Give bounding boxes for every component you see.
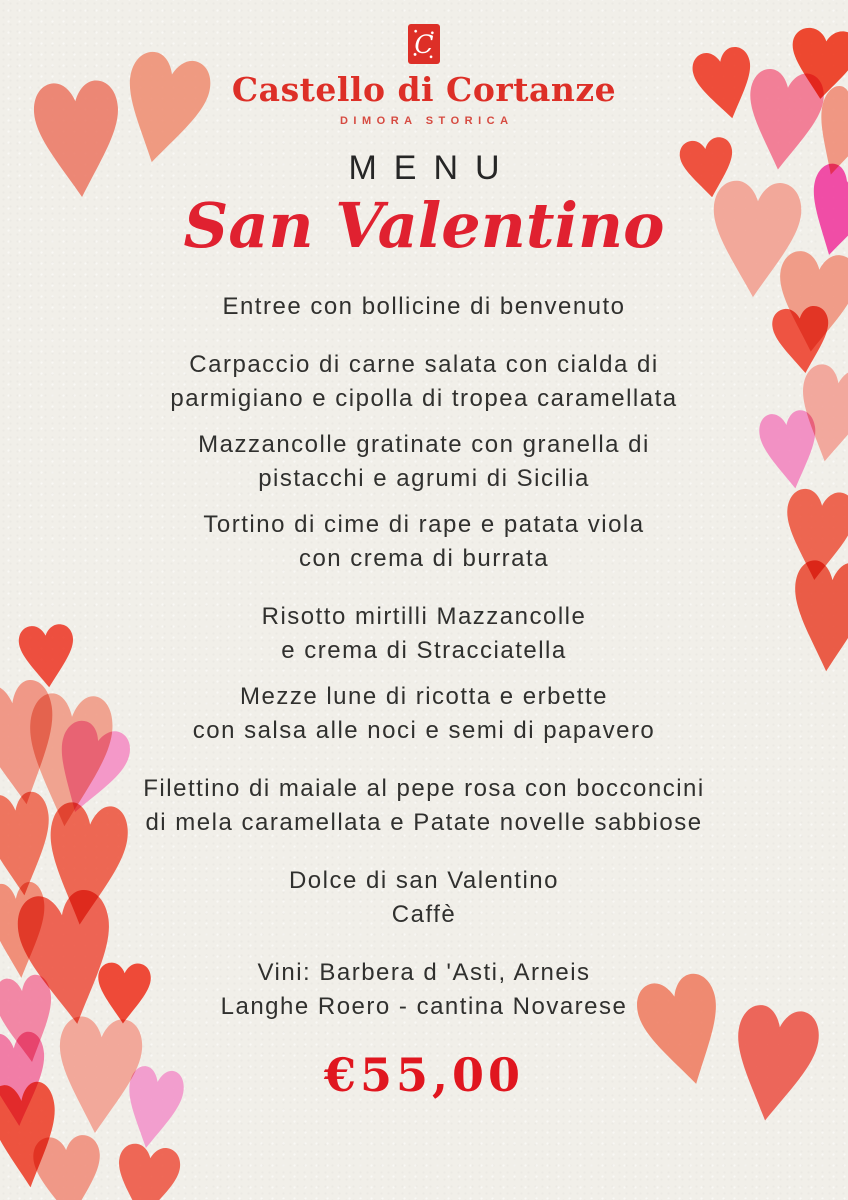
course-item — [0, 680, 848, 748]
course-list — [0, 290, 848, 1024]
course-line: di mela caramellata e Patate novelle sabbiose — [145, 809, 703, 837]
course-line: Carpaccio di carne salata con cialda di — [189, 351, 659, 379]
course-line: Tortino di cime di rape e patata viola — [203, 511, 645, 539]
course-line: Dolce di san Valentino — [288, 867, 560, 895]
course-item — [0, 864, 848, 932]
course-line: parmigiano e cipolla di tropea caramellata — [170, 385, 678, 413]
course-line: Mezze lune di ricotta e erbette — [239, 683, 608, 711]
course-line: Langhe Roero - cantina Novarese — [220, 993, 628, 1021]
course-item — [0, 290, 848, 324]
heart-icon — [107, 1138, 187, 1200]
course-line: con crema di burrata — [298, 545, 550, 573]
brand-emblem-icon — [408, 24, 440, 64]
course-item — [0, 428, 848, 496]
course-line: e crema di Stracciatella — [281, 637, 567, 665]
course-line: pistacchi e agrumi di Sicilia — [258, 465, 590, 493]
heart-icon — [27, 1129, 109, 1200]
course-item — [0, 772, 848, 840]
course-line: con salsa alle noci e semi di papavero — [192, 717, 656, 745]
menu-heading: MENU — [348, 149, 517, 187]
course-item — [0, 508, 848, 576]
course-item — [0, 600, 848, 668]
san-valentino-script-title: San Valentino — [183, 189, 665, 262]
emblem-letter: C — [414, 29, 434, 59]
brand-name: Castello di Cortanze — [231, 70, 617, 109]
title-block — [0, 149, 848, 260]
course-line: Vini: Barbera d 'Asti, Arneis — [257, 959, 591, 987]
course-line: Filettino di maiale al pepe rosa con bocconcini — [143, 775, 705, 803]
course-line: Risotto mirtilli Mazzancolle — [261, 603, 587, 631]
course-item — [0, 956, 848, 1024]
course-line: Caffè — [391, 901, 457, 929]
brand-header — [0, 0, 848, 127]
brand-tagline: DIMORA STORICA — [339, 115, 514, 127]
course-item — [0, 348, 848, 416]
menu-price: €55,00 — [323, 1048, 525, 1103]
course-line: Entree con bollicine di benvenuto — [222, 293, 626, 321]
course-line: Mazzancolle gratinate con granella di — [198, 431, 650, 459]
